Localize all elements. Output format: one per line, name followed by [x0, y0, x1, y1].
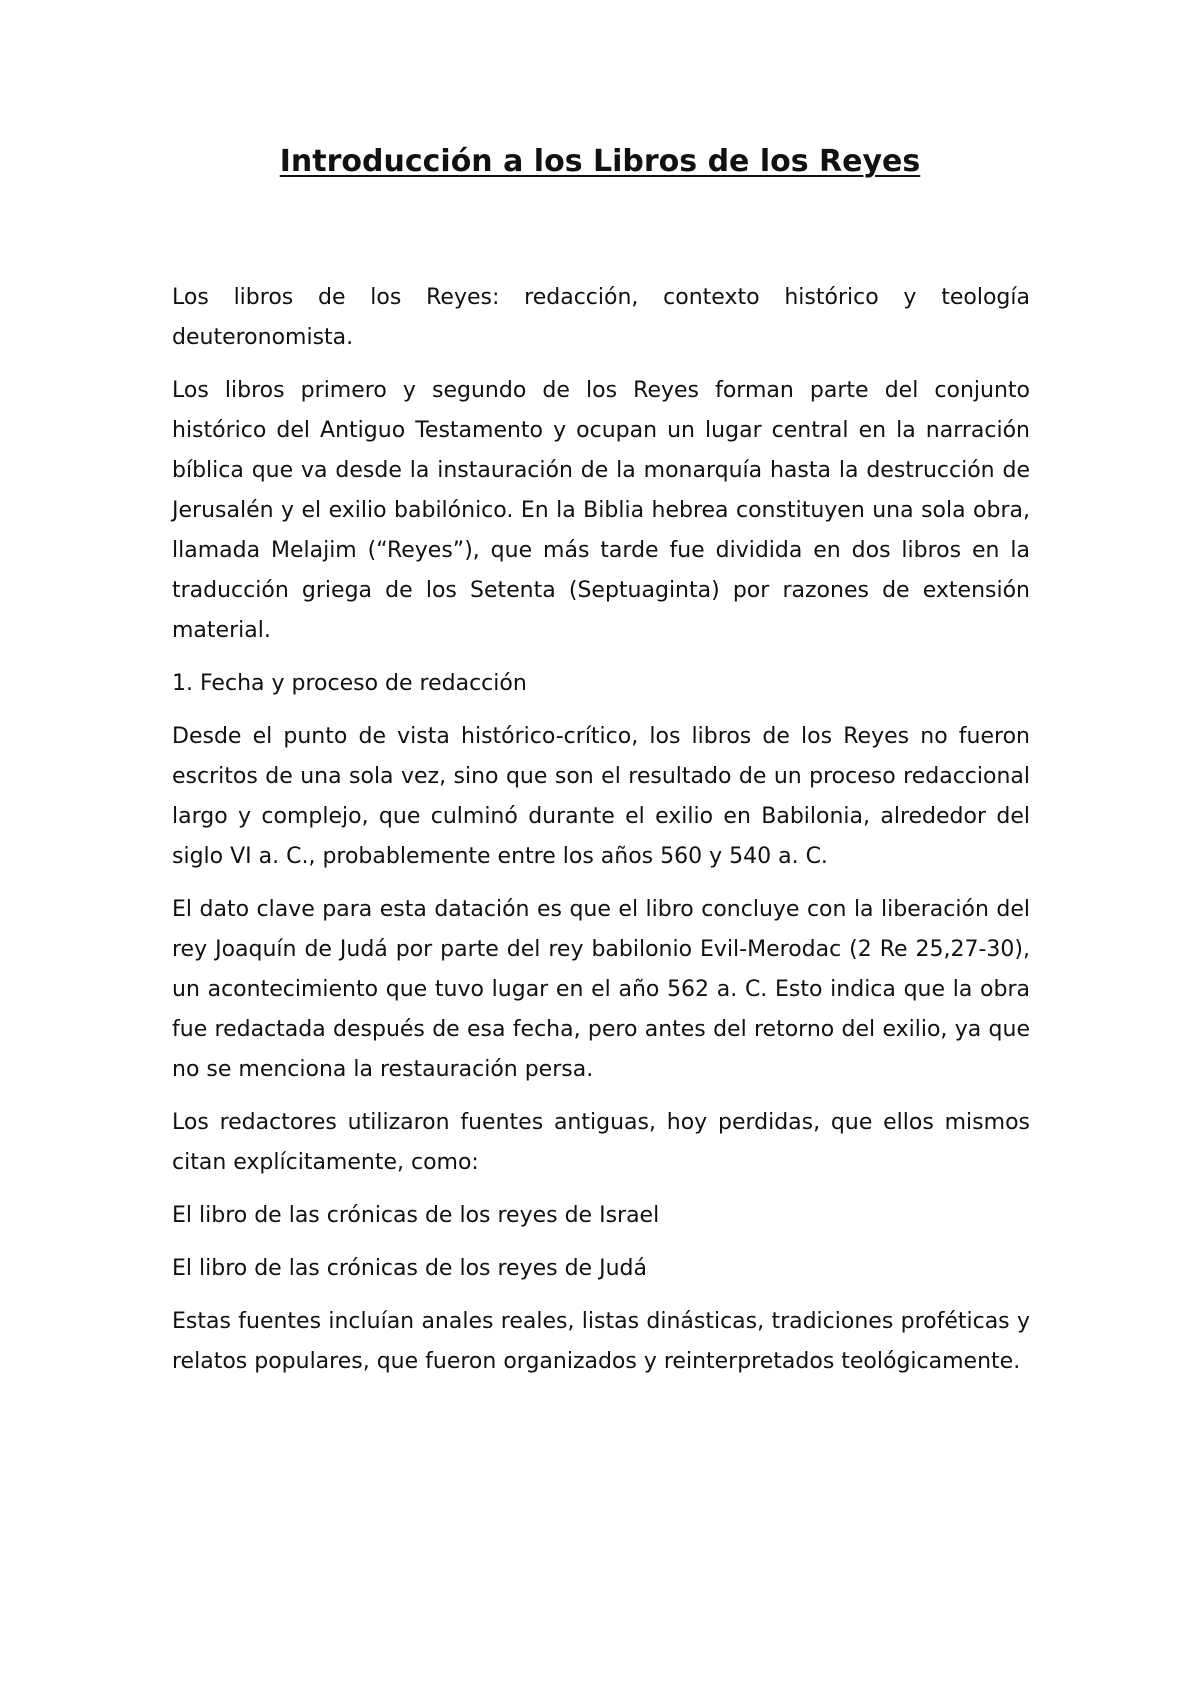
sources-paragraph: Los redactores utilizaron fuentes antiguas, hoy perdidas, que ellos mismos citan explícitamente, como:	[172, 1110, 1030, 1175]
source-item-israel: El libro de las crónicas de los reyes de Israel	[172, 1203, 660, 1228]
sources-description-paragraph: Estas fuentes incluían anales reales, listas dinásticas, tradiciones proféticas y relatos populares, que fueron organizados y reinterpretados teológicamente.	[172, 1309, 1030, 1374]
document-body	[172, 278, 1030, 1395]
redaction-paragraph: Desde el punto de vista histórico-crítico, los libros de los Reyes no fueron escritos de una sola vez, sino que son el resultado de un proceso redaccional largo y complejo, que culminó durante el exilio en Babilonia, alrededor del siglo VI a. C., probablemente entre los años 560 y 540 a. C.	[172, 724, 1030, 869]
source-item-juda: El libro de las crónicas de los reyes de Judá	[172, 1256, 647, 1281]
section-heading-1: 1. Fecha y proceso de redacción	[172, 671, 527, 696]
document-title: Introducción a los Libros de los Reyes	[279, 144, 921, 179]
dating-paragraph: El dato clave para esta datación es que el libro concluye con la liberación del rey Joaquín de Judá por parte del rey babilonio Evil-Merodac (2 Re 25,27-30), un acontecimiento que tuvo lugar en el año 562 a. C. Esto indica que la obra fue redactada después de esa fecha, pero antes del retorno del exilio, ya que no se menciona la restauración persa.	[172, 897, 1030, 1082]
intro-subtitle-paragraph: Los libros de los Reyes: redacción, contexto histórico y teología deuteronomista.	[172, 285, 1030, 350]
intro-paragraph: Los libros primero y segundo de los Reyes forman parte del conjunto histórico del Antiguo Testamento y ocupan un lugar central en la narración bíblica que va desde la instauración de la monarquía hasta la destrucción de Jerusalén y el exilio babilónico. En la Biblia hebrea constituyen una sola obra, llamada Melajim (“Reyes”), que más tarde fue dividida en dos libros en la traducción griega de los Setenta (Septuaginta) por razones de extensión material.	[172, 378, 1030, 643]
